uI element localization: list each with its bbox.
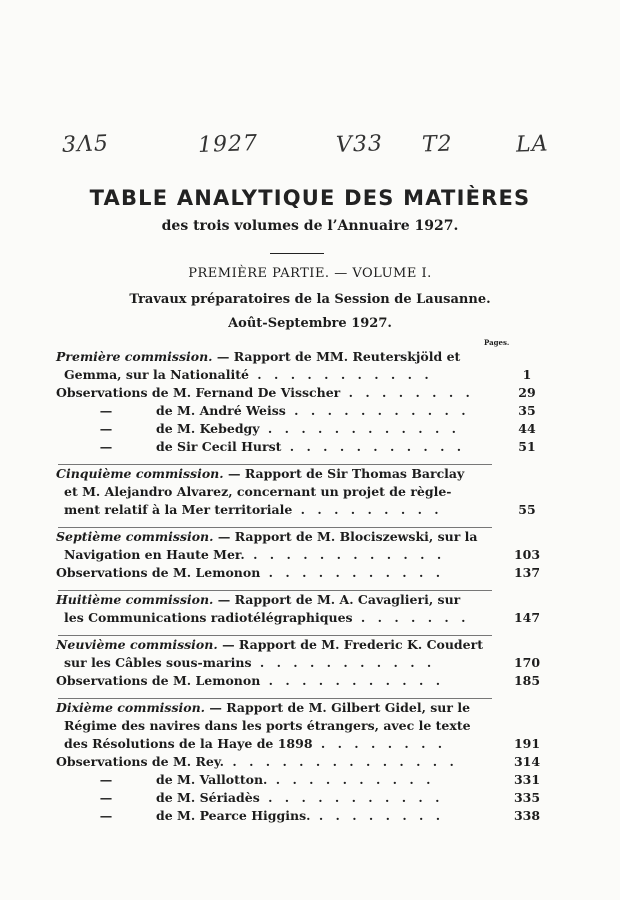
entry-text: — Rapport de MM. Reuterskjöld et — [212, 349, 461, 364]
entry-text: ment relatif à la Mer territoriale — [64, 502, 293, 517]
handwritten-annotation: 3Λ5 — [61, 131, 110, 158]
commission-name: Cinquième commission. — [56, 466, 224, 481]
commission-name: Neuvième commission. — [56, 637, 218, 652]
entry-text: Observations de M. Rey. — [56, 754, 225, 769]
leader-dots: . . . . . . . . . . . — [260, 673, 445, 688]
part-heading: PREMIÈRE PARTIE. — VOLUME I. — [188, 266, 432, 281]
toc-line — [56, 546, 541, 564]
page-number: 331 — [513, 772, 541, 787]
toc-line — [56, 672, 541, 690]
ditto-dash: — — [99, 421, 113, 436]
entry-text: et M. Alejandro Alvarez, concernant un projet de règle- — [64, 484, 452, 499]
entry-text: des Résolutions de la Haye de 1898 — [64, 736, 313, 751]
toc-line — [56, 771, 541, 789]
entry-text: de Sir Cecil Hurst — [156, 439, 282, 454]
handwritten-annotation: V33 — [335, 131, 384, 158]
page-number: 44 — [518, 421, 536, 436]
toc-line — [56, 564, 541, 582]
toc-line — [56, 753, 541, 771]
entry-text: de M. André Weiss — [156, 403, 286, 418]
page-number: 35 — [518, 403, 536, 418]
page-number: 191 — [513, 736, 541, 751]
toc-line — [56, 384, 536, 402]
leader-dots: . . . . . . . . . . — [267, 772, 435, 787]
entry-text: — Rapport de M. Blociszewski, sur la — [213, 529, 478, 544]
toc-line — [56, 501, 536, 519]
page-number: 51 — [518, 439, 536, 454]
toc-line — [56, 438, 536, 456]
leader-dots: . . . . . . . . . . . — [260, 565, 445, 580]
leader-dots: . . . . . . . . . . . — [251, 655, 436, 670]
ditto-dash: — — [99, 808, 113, 823]
entry-text: — Rapport de M. A. Cavaglieri, sur — [213, 592, 461, 607]
leader-dots: . . . . . . . — [352, 610, 470, 625]
toc-line — [56, 789, 541, 807]
entry-text: — Rapport de Sir Thomas Barclay — [223, 466, 465, 481]
divider — [270, 253, 324, 254]
leader-dots: . . . . . . . . — [340, 385, 474, 400]
dates-heading: Août-Septembre 1927. — [228, 316, 392, 331]
toc-line — [56, 591, 496, 609]
entry-text: sur les Câbles sous-marins — [64, 655, 252, 670]
part-subheading: Travaux préparatoires de la Session de Lausanne. — [129, 292, 491, 307]
commission-name: Huitième commission. — [56, 592, 214, 607]
toc-line — [56, 609, 541, 627]
commission-name: Première commission. — [56, 349, 213, 364]
toc-line — [56, 717, 496, 735]
toc-line — [56, 465, 496, 483]
toc-entry — [56, 591, 541, 627]
handwritten-annotation: 1927 — [197, 130, 259, 159]
page-number: 103 — [513, 547, 541, 562]
handwritten-annotation: T2 — [421, 131, 454, 158]
page-number: 170 — [513, 655, 541, 670]
commission-name: Septième commission. — [56, 529, 214, 544]
entry-text: de M. Vallotton. — [156, 772, 268, 787]
entry-text: — Rapport de M. Frederic K. Coudert — [217, 637, 483, 652]
page-title: TABLE ANALYTIQUE DES MATIÈRES — [89, 186, 531, 210]
entry-text: Régime des navires dans les ports étrangers, avec le texte — [64, 718, 471, 733]
toc-line — [56, 735, 541, 753]
toc-line — [56, 807, 541, 825]
entry-text: Observations de M. Lemonon — [56, 565, 261, 580]
page-number: 185 — [513, 673, 541, 688]
toc-entry — [56, 636, 541, 690]
entry-text: Gemma, sur la Nationalité — [64, 367, 249, 382]
toc-line — [56, 402, 536, 420]
leader-dots: . . . . . . . . . . . — [259, 790, 444, 805]
page-subtitle: des trois volumes de l’Annuaire 1927. — [161, 218, 459, 234]
page-number: 338 — [513, 808, 541, 823]
ditto-dash: — — [99, 790, 113, 805]
toc-entry — [56, 384, 536, 456]
page-number: 137 — [513, 565, 541, 580]
leader-dots: . . . . . . . . . — [292, 502, 443, 517]
toc-line — [56, 348, 496, 366]
toc-line — [56, 483, 496, 501]
page-number: 314 — [513, 754, 541, 769]
leader-dots: . . . . . . . . — [310, 808, 445, 823]
leader-dots: . . . . . . . . . . . — [248, 367, 433, 382]
leader-dots: . . . . . . . . . . . . — [244, 547, 446, 562]
toc-entry — [56, 528, 541, 582]
entry-text: Navigation en Haute Mer. — [64, 547, 245, 562]
handwritten-annotation: LA — [515, 131, 549, 158]
toc-entry — [56, 465, 536, 519]
page-number: 55 — [518, 502, 536, 517]
toc-line — [56, 528, 496, 546]
page-number: 29 — [518, 385, 536, 400]
leader-dots: . . . . . . . . . . . . . . — [224, 754, 458, 769]
ditto-dash: — — [99, 439, 113, 454]
entry-text: de M. Kebedgy — [156, 421, 260, 436]
commission-name: Dixième commission. — [56, 700, 206, 715]
page-number: 1 — [522, 367, 532, 382]
toc-line — [56, 420, 536, 438]
toc-line — [56, 654, 541, 672]
ditto-dash: — — [99, 772, 113, 787]
entry-text: de M. Pearce Higgins. — [156, 808, 311, 823]
toc-line — [56, 366, 532, 384]
toc-entry — [56, 699, 541, 825]
entry-text: Observations de M. Fernand De Visscher — [56, 385, 341, 400]
leader-dots: . . . . . . . . — [312, 736, 447, 751]
toc-line — [56, 636, 496, 654]
pages-column-header: Pages. — [484, 338, 510, 347]
leader-dots: . . . . . . . . . . . — [285, 403, 470, 418]
entry-text: Observations de M. Lemonon — [56, 673, 261, 688]
toc-entry — [56, 348, 532, 384]
entry-text: de M. Sériadès — [156, 790, 260, 805]
leader-dots: . . . . . . . . . . . — [281, 439, 466, 454]
toc-line — [56, 699, 496, 717]
table-of-contents — [56, 348, 541, 825]
page-number: 147 — [513, 610, 541, 625]
entry-text: — Rapport de M. Gilbert Gidel, sur le — [205, 700, 471, 715]
entry-text: les Communications radiotélégraphiques — [64, 610, 353, 625]
leader-dots: . . . . . . . . . . . . — [259, 421, 461, 436]
page-number: 335 — [513, 790, 541, 805]
ditto-dash: — — [99, 403, 113, 418]
